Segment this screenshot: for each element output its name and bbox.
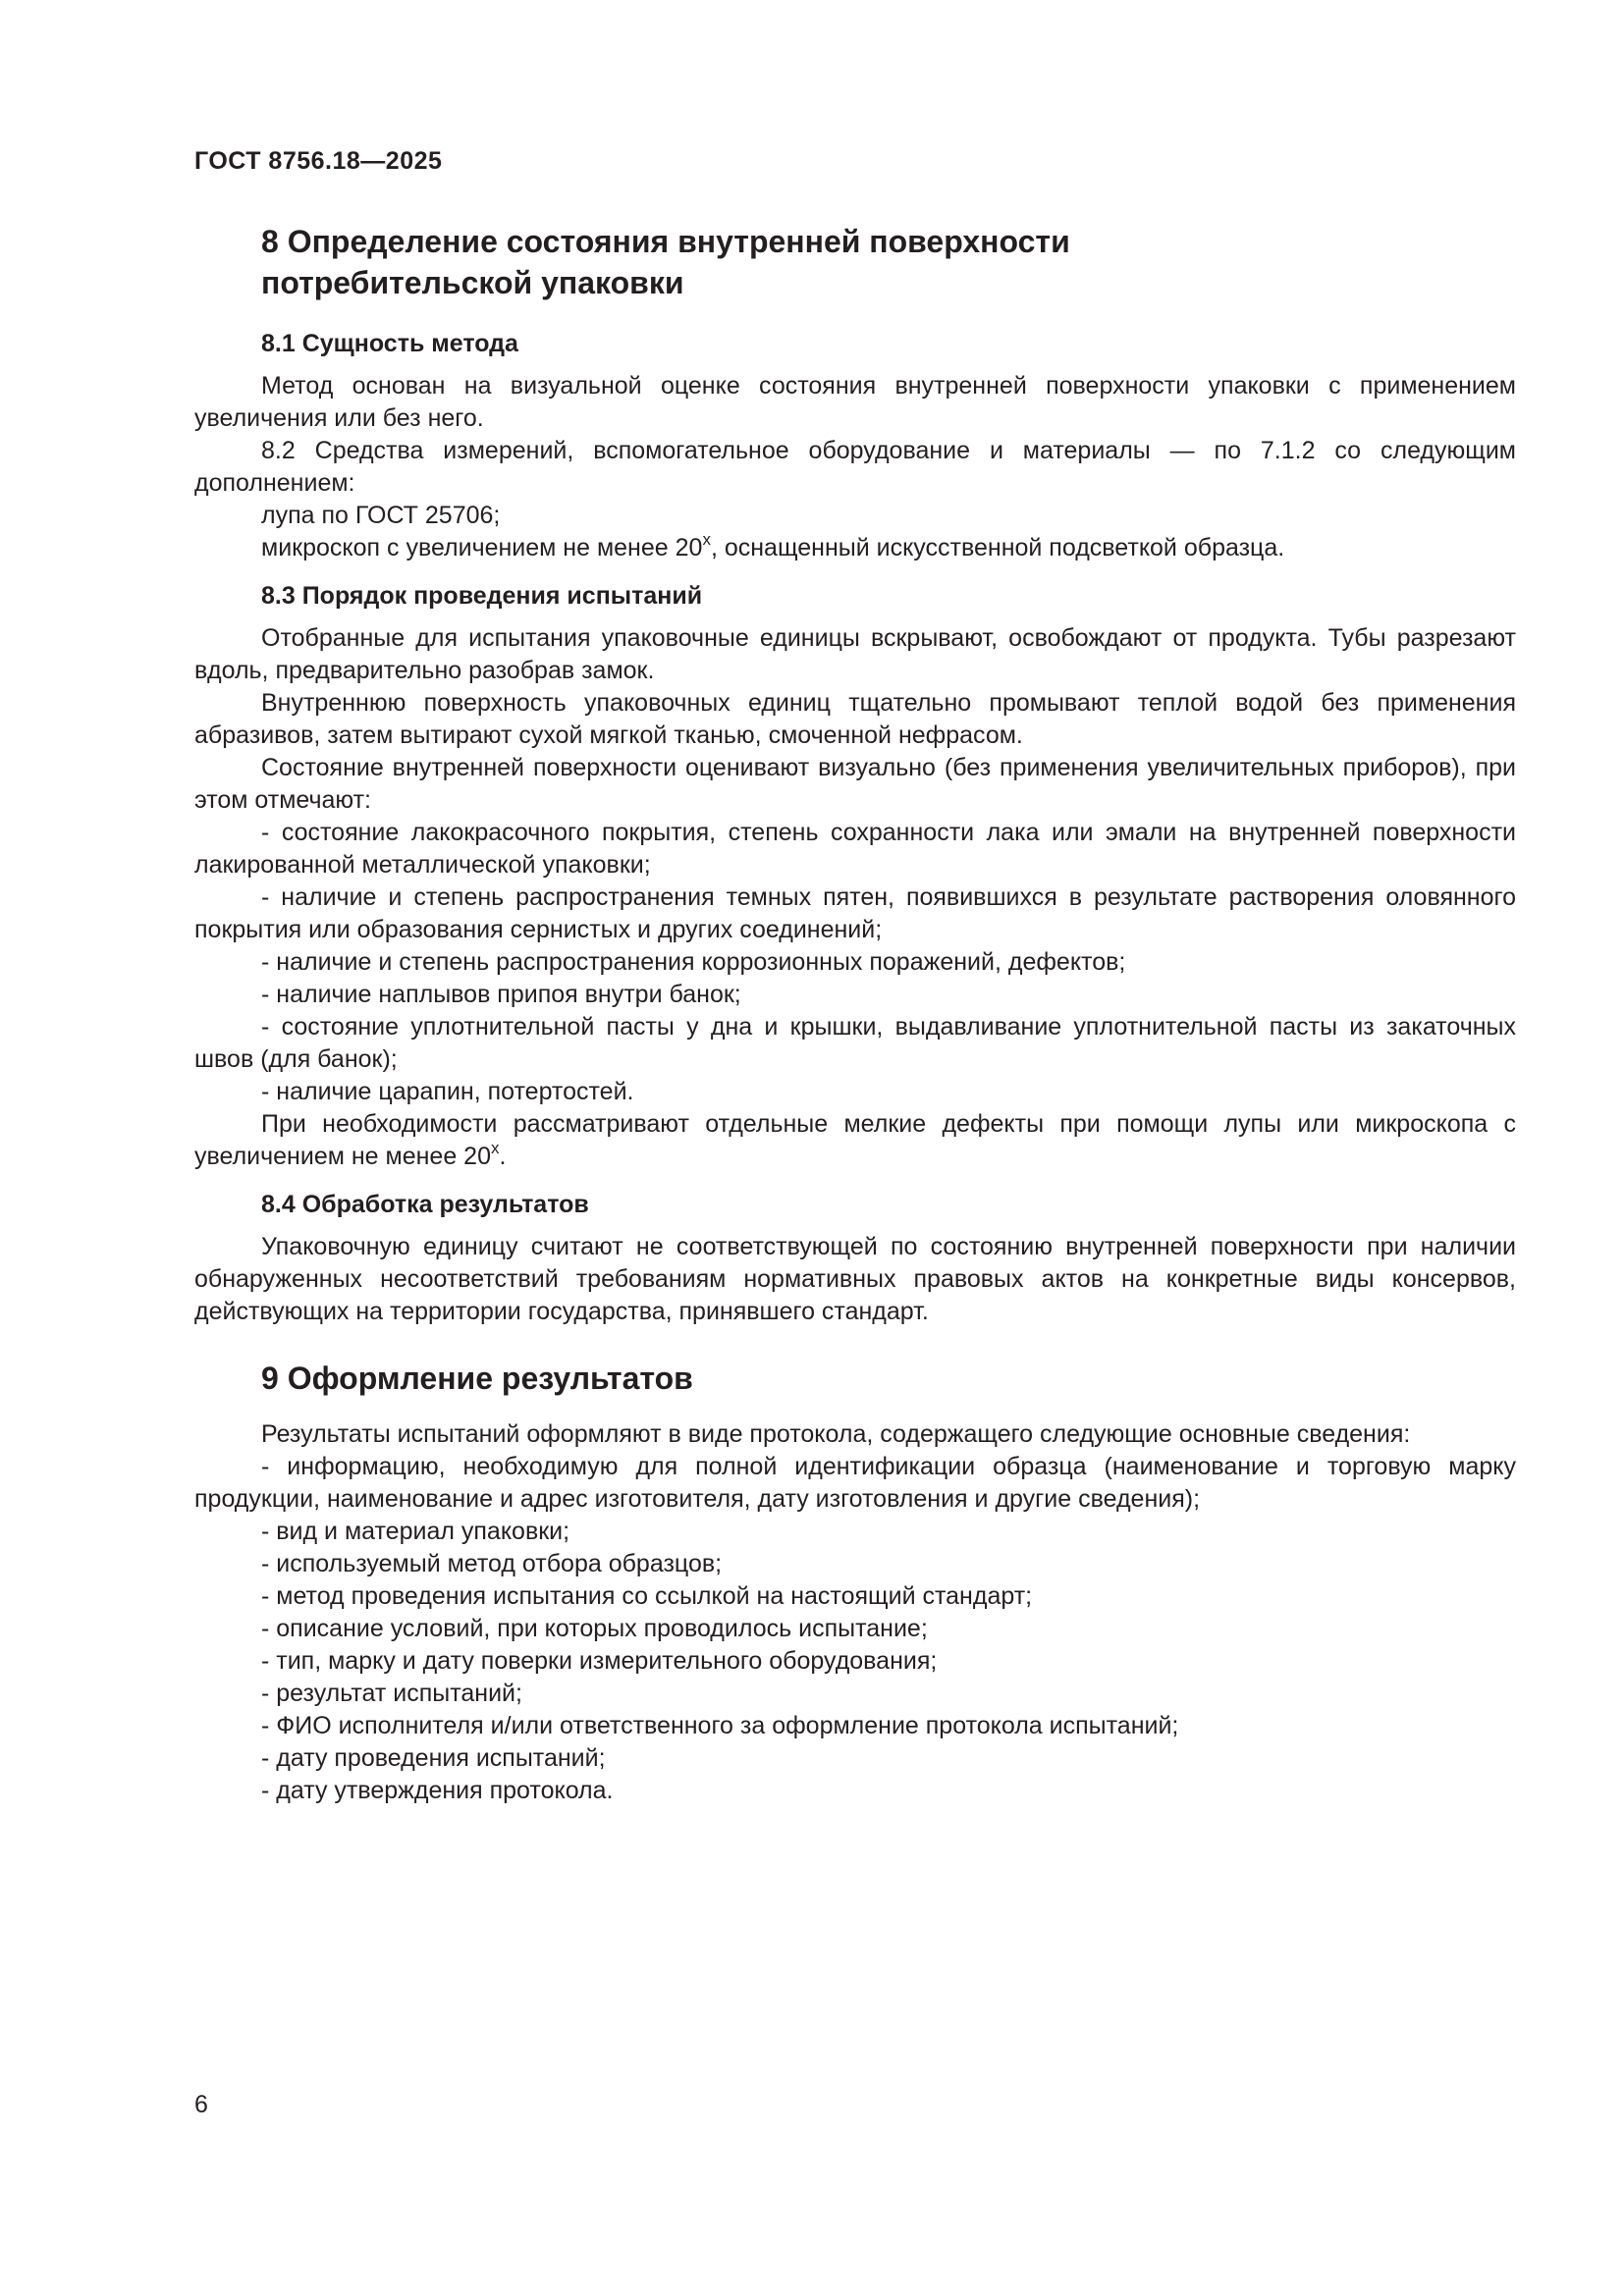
section-8-2-item-magnifier: лупа по ГОСТ 25706;: [261, 502, 501, 529]
section-8-4-title: 8.4 Обработка результатов: [261, 1191, 589, 1218]
list-item: - вид и материал упаковки;: [261, 1518, 570, 1545]
list-item: - описание условий, при которых проводилось испытание;: [261, 1615, 928, 1642]
section-8-2-item-microscope: микроскоп с увеличением не менее 20$^x$, оснащенный искусственной подсветкой образца.: [261, 529, 1285, 561]
document-header: ГОСТ 8756.18—2025: [194, 147, 443, 175]
section-8-3-paragraph: Состояние внутренней поверхности оценивают визуально (без применения увеличительных приборов), при этом отмечают:: [194, 754, 1516, 814]
list-item: - дату утверждения протокола.: [261, 1777, 614, 1804]
list-item: - метод проведения испытания со ссылкой на настоящий стандарт;: [261, 1582, 1033, 1610]
list-item: - ФИО исполнителя и/или ответственного за оформление протокола испытаний;: [261, 1712, 1179, 1739]
list-item: - состояние уплотнительной пасты у дна и крышки, выдавливание уплотнительной пасты из закаточных швов (для банок);: [194, 1013, 1516, 1073]
section-8-title-line2: потребительской упаковки: [261, 265, 684, 300]
section-8-1-title: 8.1 Сущность метода: [261, 330, 518, 357]
section-8-title: [194, 221, 1516, 303]
list-item: - результат испытаний;: [261, 1680, 522, 1707]
section-8-4-text: Упаковочную единицу считают не соответствующей по состоянию внутренней поверхности при наличии обнаруженных несоответствий требованиям нормативных правовых актов на конкретные виды консервов, действующих на территории государства, принявшего стандарт.: [194, 1233, 1516, 1325]
section-8-3-paragraph: Внутреннюю поверхность упаковочных единиц тщательно промывают теплой водой без применения абразивов, затем вытирают сухой мягкой тканью, смоченной нефрасом.: [194, 689, 1516, 749]
list-item: - наличие и степень распространения темных пятен, появившихся в результате растворения оловянного покрытия или образования сернистых и других соединений;: [194, 883, 1516, 943]
list-item: - наличие и степень распространения коррозионных поражений, дефектов;: [261, 948, 1126, 976]
section-9-title: 9 Оформление результатов: [261, 1361, 693, 1396]
section-8-3-paragraph: При необходимости рассматривают отдельные мелкие дефекты при помощи лупы или микроскопа с увеличением не менее 20$^x$.: [194, 1110, 1516, 1170]
section-8-title-line1: 8 Определение состояния внутренней поверхности: [261, 224, 1070, 259]
list-item: - тип, марку и дату поверки измерительного оборудования;: [261, 1647, 938, 1675]
list-item: - используемый метод отбора образцов;: [261, 1550, 723, 1577]
section-9-intro: Результаты испытаний оформляют в виде протокола, содержащего следующие основные сведения:: [261, 1420, 1411, 1448]
document-body: [194, 221, 1516, 1807]
list-item: - информацию, необходимую для полной идентификации образца (наименование и торговую марку продукции, наименование и адрес изготовителя, дату изготовления и другие сведения);: [194, 1453, 1516, 1513]
page-number: 6: [194, 2091, 208, 2118]
list-item: - наличие наплывов припоя внутри банок;: [261, 981, 741, 1008]
list-item: - дату проведения испытаний;: [261, 1744, 606, 1772]
list-item: - наличие царапин, потертостей.: [261, 1078, 634, 1105]
section-8-3-title: 8.3 Порядок проведения испытаний: [261, 582, 703, 610]
section-8-2-text: 8.2 Средства измерений, вспомогательное оборудование и материалы — по 7.1.2 со следующим дополнением:: [194, 437, 1516, 497]
list-item: - состояние лакокрасочного покрытия, степень сохранности лака или эмали на внутренней поверхности лакированной металлической упаковки;: [194, 819, 1516, 879]
section-8-3-paragraph: Отобранные для испытания упаковочные единицы вскрывают, освобождают от продукта. Тубы разрезают вдоль, предварительно разобрав замок.: [194, 624, 1516, 684]
section-8-1-text: Метод основан на визуальной оценке состояния внутренней поверхности упаковки с применением увеличения или без него.: [194, 372, 1516, 432]
